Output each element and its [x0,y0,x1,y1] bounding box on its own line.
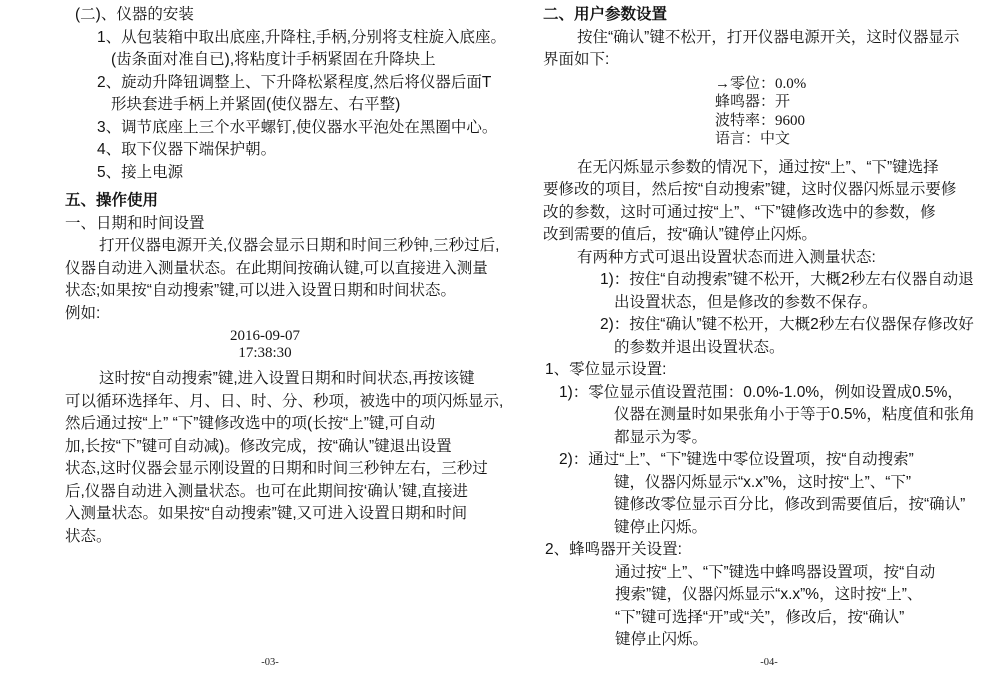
paragraph-line: 状态。 [65,527,112,545]
subsection-label: 1、零位显示设置: [545,361,667,378]
paragraph-line: 搜索”键，仪器闪烁显示“x.x”%，这时按“上”、 [615,586,923,603]
paragraph-line: 入测量状态。如果按“自动搜索”键,又可进入设置日期和时间 [65,505,468,522]
list-item-line: 键停止闪烁。 [614,518,708,536]
page-04-content [543,4,995,652]
list-item-line: 2、旋动升降钮调整上、下升降松紧程度,然后将仪器后面T [97,73,492,91]
paragraph-line: 这时按“自动搜索”键,进入设置日期和时间状态,再按该键 [99,370,475,387]
page-03-content [65,4,505,548]
paragraph-line: 打开仪器电源开关,仪器会显示日期和时间三秒钟,三秒过后, [99,237,500,254]
list-item-line: 1)：按住“自动搜索”键不松开，大概2秒左右仪器自动退 [600,271,974,288]
list-item-line: 键修改零位显示百分比，修改到需要值后，按“确认” [614,496,966,513]
paragraph-line: 在无闪烁显示参数的情况下，通过按“上”、“下”键选择 [577,158,939,176]
example-datetime-line: 2016-09-07 [230,328,300,344]
paragraph-line: 键停止闪烁。 [615,631,709,648]
paragraph-line: 后,仪器自动进入测量状态。也可在此期间按‘确认’键,直接进 [65,482,469,500]
paragraph-line: 然后通过按“上” “下”键修改选中的项(长按“上”键,可自动 [65,415,436,432]
page-04 [543,4,995,674]
page-03 [65,4,505,674]
list-item-line: 仪器在测量时如果张角小于等于0.5%，粘度值和张角 [614,406,975,423]
paragraph-line: 改的参数，这时可通过按“上”、“下”键修改选中的参数，修 [543,203,936,221]
list-item-line: 形块套进手柄上并紧固(使仪器左、右平整) [111,96,401,113]
device-display-line: 蜂鸣器：开 [715,94,791,110]
list-item-line: 键，仪器闪烁显示“x.x”%，这时按“上”、“下” [614,473,912,491]
example-datetime-line: 17:38:30 [238,344,292,361]
paragraph-line: 例如: [65,304,101,322]
device-display-line: 波特率：9600 [715,112,806,129]
list-item-line: 3、调节底座上三个水平螺钉,使仪器水平泡处在黑圈中心。 [97,118,498,136]
paragraph-line: 状态;如果按“自动搜索”键,可以进入设置日期和时间状态。 [65,282,456,299]
paragraph-line: 改到需要的值后，按“确认”键停止闪烁。 [543,226,817,243]
device-display-line: 语言：中文 [715,131,791,147]
page-number: -04- [760,657,778,668]
list-item-line: 1、从包装箱中取出底座,升降柱,手柄,分别将支柱旋入底座。 [97,28,507,46]
subsection-label: (二)、仪器的安装 [75,6,194,23]
subsection-label: 2、蜂鸣器开关设置: [545,541,682,558]
list-item-line: 出设置状态，但是修改的参数不保存。 [614,293,878,311]
paragraph-line: 要修改的项目，然后按“自动搜索”键，这时仪器闪烁显示要修 [543,181,957,198]
list-item-line: 1)：零位显示值设置范围：0.0%-1.0%，例如设置成0.5%， [559,383,963,401]
paragraph-line: 加,长按“下”键可自动减)。修改完成，按“确认”键退出设置 [65,437,452,455]
list-item-line: 的参数并退出设置状态。 [614,338,785,356]
paragraph-line: 界面如下: [543,51,610,68]
paragraph-line: 按住“确认”键不松开，打开仪器电源开关，这时仪器显示 [577,28,960,46]
list-item-line: 5、接上电源 [97,163,184,181]
list-item-line: (齿条面对准自已),将粘度计手柄紧固在升降块上 [111,51,436,68]
paragraph-line: 仪器自动进入测量状态。在此期间按确认键,可以直接进入测量 [65,259,488,277]
list-item-line: 4、取下仪器下端保护朝。 [97,141,277,158]
paragraph-line: 通过按“上”、“下”键选中蜂鸣器设置项，按“自动 [615,563,936,581]
paragraph-line: 可以循环选择年、月、日、时、分、秒项，被选中的项闪烁显示, [65,392,504,410]
paragraph-line: 状态,这时仪器会显示刚设置的日期和时间三秒钟左右，三秒过 [65,460,488,477]
section-heading: 二、用户参数设置 [543,6,668,23]
subsection-label: 一、日期和时间设置 [65,214,205,232]
list-item-line: 2)：按住“确认”键不松开，大概2秒左右仪器保存修改好 [600,316,974,333]
list-item-line: 都显示为零。 [614,428,708,446]
paragraph-line: “下”键可选择“开”或“关”，修改后，按“确认” [615,608,905,626]
page-number: -03- [261,657,279,668]
section-heading: 五、操作使用 [65,192,159,209]
device-display-line: →零位：0.0% [715,75,807,92]
list-item-line: 2)：通过“上”、“下”键选中零位设置项，按“自动搜索” [559,451,914,468]
paragraph-line: 有两种方式可退出设置状态而进入测量状态: [577,248,876,266]
